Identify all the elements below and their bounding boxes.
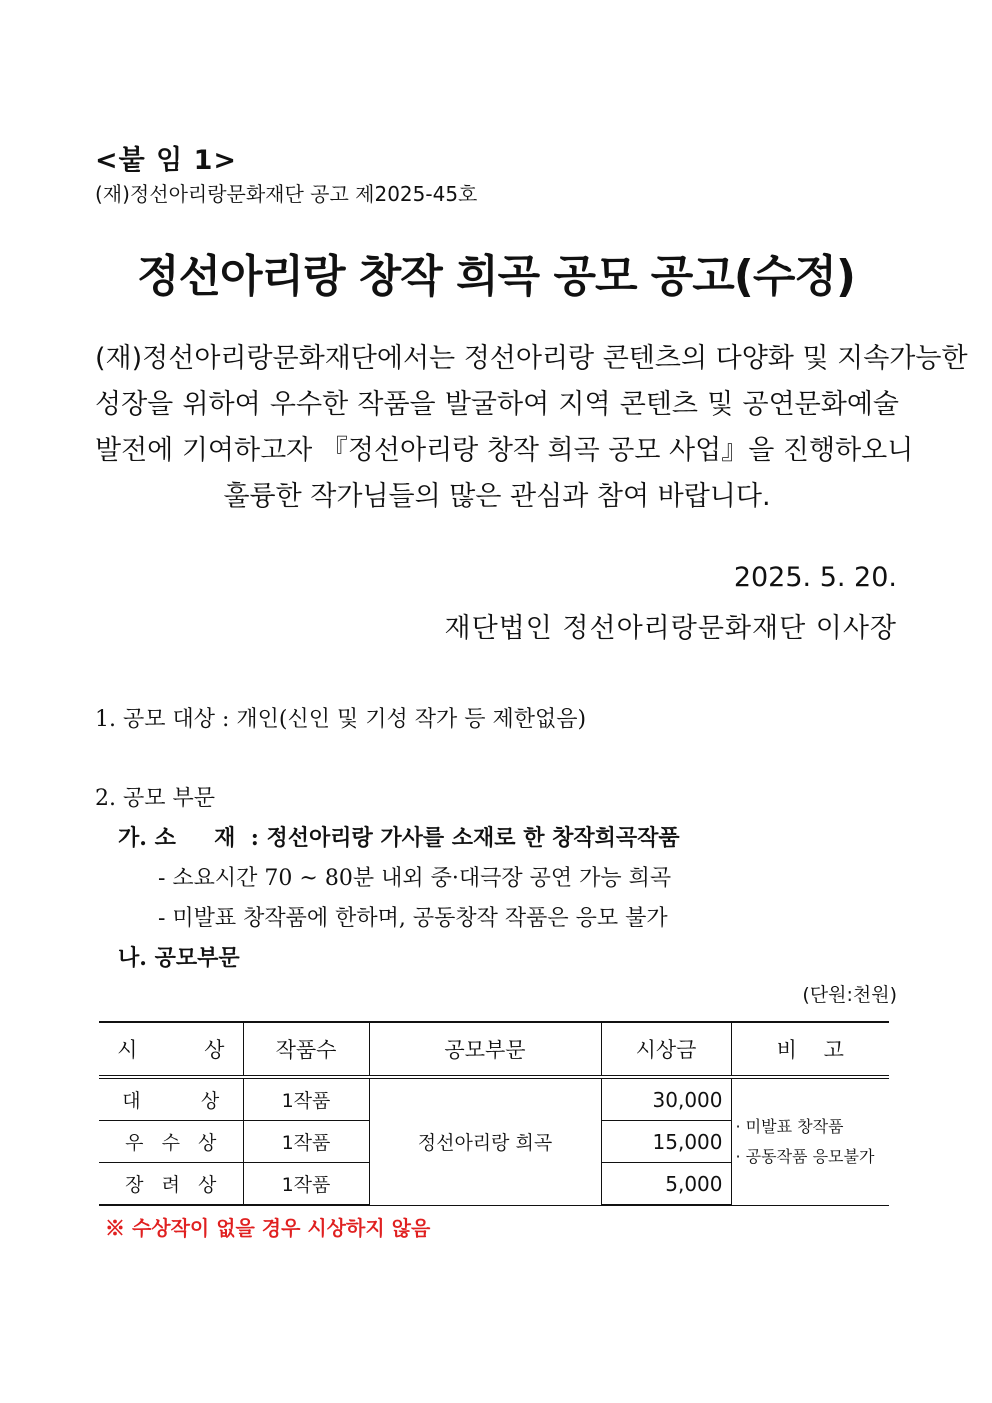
subject-detail-time: - 소요시간 70 ~ 80분 내외 중·대극장 공연 가능 희곡	[158, 866, 672, 891]
note-item: · 공동작품 응모불가	[735, 1146, 875, 1166]
subsection-subject-text: 가. 소 재 : 정선아리랑 가사를 소재로 한 창작희곡작품	[118, 825, 680, 851]
intro-paragraph	[95, 336, 968, 520]
note-item: · 미발표 창작품	[735, 1116, 844, 1136]
intro-line: 발전에 기여하고자 『정선아리랑 창작 희곡 공모 사업』을 진행하오니	[95, 435, 914, 466]
subsection-categories	[118, 941, 240, 972]
notice-date: 2025. 5. 20.	[733, 562, 897, 593]
work-count: 1작품	[243, 1121, 369, 1163]
subject-detail-eligibility: - 미발표 창작품에 한하며, 공동창작 작품은 응모 불가	[158, 906, 668, 931]
work-count: 1작품	[243, 1163, 369, 1206]
category-cell: 정선아리랑 희곡	[369, 1077, 601, 1205]
subsection-subject	[118, 821, 680, 852]
issuer: 재단법인 정선아리랑문화재단 이사장	[444, 613, 897, 644]
footnote: ※ 수상작이 없을 경우 시상하지 않음	[105, 1216, 431, 1240]
award-name: 우 수 상	[99, 1121, 243, 1163]
prize-amount: 5,000	[601, 1163, 731, 1206]
header-note: 비 고	[731, 1022, 889, 1077]
section-category: 2. 공모 부문	[95, 786, 215, 811]
work-count: 1작품	[243, 1077, 369, 1121]
table-row	[99, 1077, 889, 1121]
notice-number: (재)정선아리랑문화재단 공고 제2025-45호	[95, 182, 478, 206]
table-header-row	[99, 1022, 889, 1077]
header-prize: 시상금	[601, 1022, 731, 1077]
header-count: 작품수	[243, 1022, 369, 1077]
header-award: 시 상	[99, 1022, 243, 1077]
unit-label: (단원:천원)	[802, 984, 897, 1006]
prize-table	[99, 1021, 889, 1206]
award-name: 장 려 상	[99, 1163, 243, 1206]
intro-line: (재)정선아리랑문화재단에서는 정선아리랑 콘텐츠의 다양화 및 지속가능한	[95, 343, 968, 374]
page-title: 정선아리랑 창작 희곡 공모 공고(수정)	[136, 251, 856, 302]
prize-amount: 15,000	[601, 1121, 731, 1163]
intro-line: 훌륭한 작가님들의 많은 관심과 참여 바랍니다.	[223, 481, 771, 512]
note-cell	[731, 1077, 889, 1205]
section-target: 1. 공모 대상 : 개인(신인 및 기성 작가 등 제한없음)	[95, 707, 587, 732]
subsection-categories-text: 나. 공모부문	[118, 945, 240, 971]
award-name: 대 상	[99, 1077, 243, 1121]
intro-line: 성장을 위하여 우수한 작품을 발굴하여 지역 콘텐츠 및 공연문화예술	[95, 389, 899, 420]
attachment-label: <붙 임 1>	[95, 145, 237, 176]
header-category: 공모부문	[369, 1022, 601, 1077]
prize-amount: 30,000	[601, 1077, 731, 1121]
